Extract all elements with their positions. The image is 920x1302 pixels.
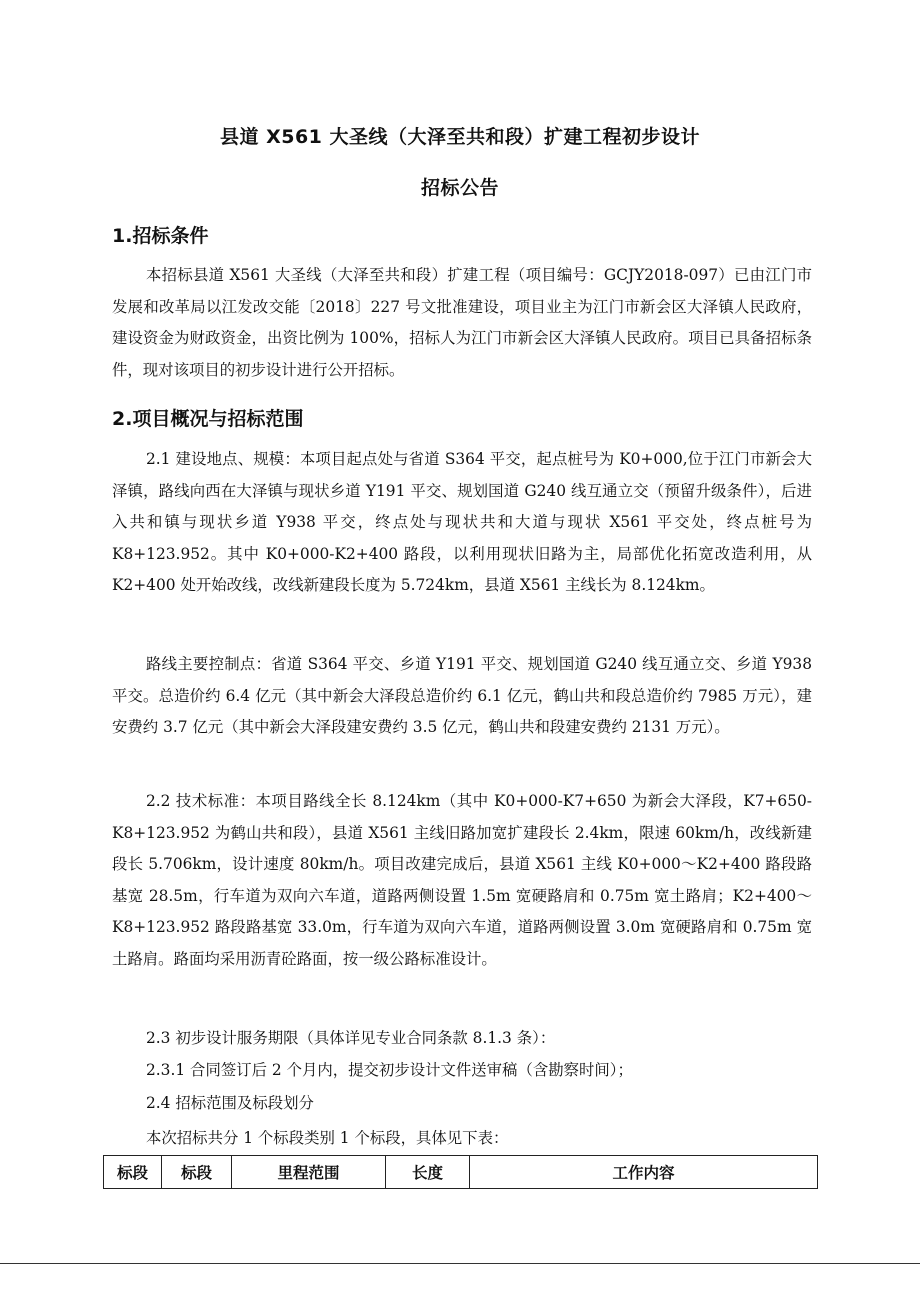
paragraph-scope-heading: 2.4 招标范围及标段划分 (146, 1094, 314, 1112)
table-header-cell: 长度 (386, 1156, 470, 1189)
paragraph-service-period-detail: 2.3.1 合同签订后 2 个月内，提交初步设计文件送审稿（含勘察时间）； (146, 1061, 633, 1079)
paragraph-bidding-conditions: 本招标县道 X561 大圣线（大泽至共和段）扩建工程（项目编号：GCJY2018-097）已由江门市发展和改革局以江发改交能〔2018〕227 号文批准建设，项目业主为江门市新会区大泽镇人民政府，建设资金为财政资金，出资比例为 100%，招标人为江门市新会区大泽镇人民政府。项目已具备招标条件，现对该项目的初步设计进行公开招标。 (112, 266, 812, 379)
table-header-cell: 里程范围 (232, 1156, 386, 1189)
page-divider (0, 1263, 920, 1264)
section-heading-1: 1.招标条件 (112, 225, 209, 247)
paragraph-technical-standards: 2.2 技术标准：本项目路线全长 8.124km（其中 K0+000-K7+650 为新会大泽段，K7+650-K8+123.952 为鹤山共和段），县道 X561 主线旧路加宽扩建段长 2.4km，限速 60km/h，改线新建段长 5.706km，设计速度 80km/h。项目改建完成后，县道 X561 主线 K0+000～K2+400 路段路基宽 28.5m，行车道为双向六车道，道路两侧设置 1.5m 宽硬路肩和 0.75m 宽土路肩；K2+400～K8+123.952 路段路基宽 33.0m，行车道为双向六车道，道路两侧设置 3.0m 宽硬路肩和 0.75m 宽土路肩。路面均采用沥青砼路面，按一级公路标准设计。 (112, 792, 812, 968)
table-header-cell: 标段 (104, 1156, 162, 1189)
table-header-row (104, 1156, 818, 1189)
table-header-cell: 工作内容 (470, 1156, 818, 1189)
paragraph-lot-summary: 本次招标共分 1 个标段类别 1 个标段，具体见下表： (146, 1129, 509, 1147)
document-subtitle: 招标公告 (420, 177, 499, 199)
lot-table (103, 1155, 818, 1189)
paragraph-location-scale: 2.1 建设地点、规模：本项目起点处与省道 S364 平交，起点桩号为 K0+000,位于江门市新会大泽镇，路线向西在大泽镇与现状乡道 Y191 平交、规划国道 G240 线互通立交（预留升级条件），后进入共和镇与现状乡道 Y938 平交，终点处与现状共和大道与现状 X561 平交处，终点桩号为 K8+123.952。其中 K0+000-K2+400 路段，以利用现状旧路为主，局部优化拓宽改造利用，从 K2+400 处开始改线，改线新建段长度为 5.724km，县道 X561 主线长为 8.124km。 (112, 450, 812, 594)
paragraph-control-points: 路线主要控制点：省道 S364 平交、乡道 Y191 平交、规划国道 G240 线互通立交、乡道 Y938 平交。总造价约 6.4 亿元（其中新会大泽段总造价约 6.1 亿元，鹤山共和段总造价约 7985 万元），建安费约 3.7 亿元（其中新会大泽段建安费约 3.5 亿元，鹤山共和段建安费约 2131 万元）。 (112, 655, 812, 736)
table-header-cell: 标段 (162, 1156, 232, 1189)
document-title: 县道 X561 大圣线（大泽至共和段）扩建工程初步设计 (219, 126, 701, 148)
section-heading-2: 2.项目概况与招标范围 (112, 408, 304, 430)
paragraph-service-period: 2.3 初步设计服务期限（具体详见专业合同条款 8.1.3 条）： (146, 1029, 556, 1047)
